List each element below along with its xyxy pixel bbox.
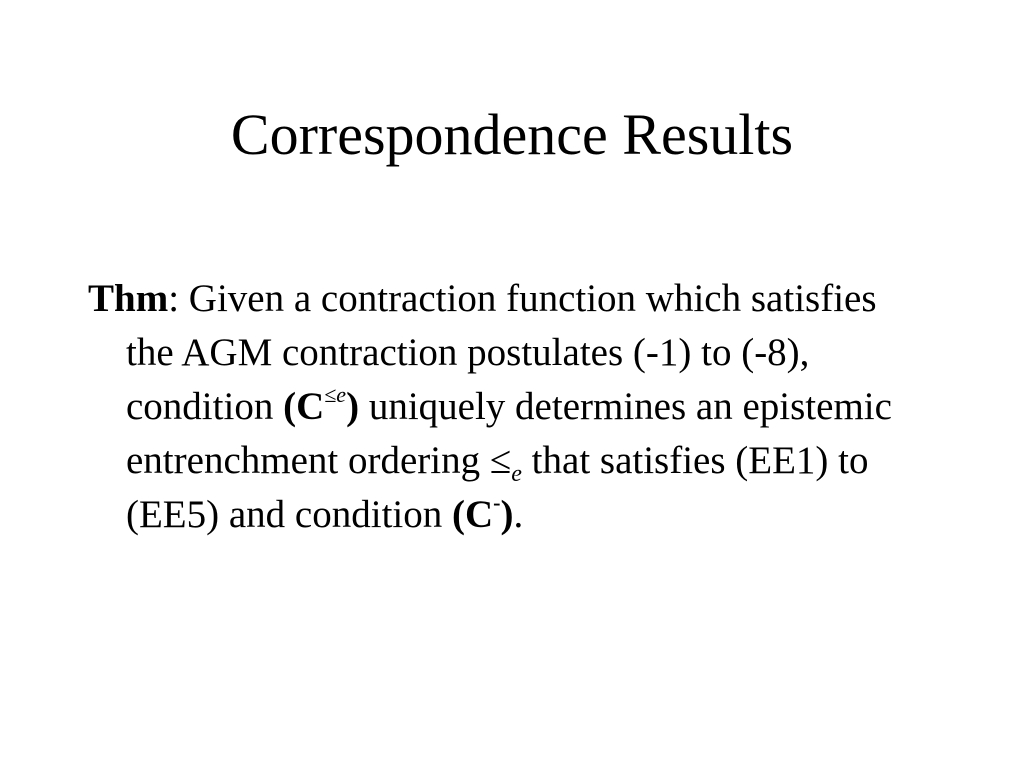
- condition-c-le-e-close: ): [346, 385, 360, 428]
- entrenchment-ordering-symbol: [489, 439, 522, 487]
- condition-c-minus-open: (C: [452, 493, 494, 536]
- theorem-text-2: uniquely determines an epistemic entrenchment ordering: [126, 385, 892, 482]
- order-subscript: e: [511, 461, 522, 487]
- theorem-label: Thm: [88, 277, 169, 320]
- theorem-colon: :: [168, 277, 189, 320]
- condition-c-minus: [452, 490, 514, 536]
- slide-body: [88, 272, 928, 542]
- theorem-text-1: Given a contraction function which satisfies the AGM contraction postulates (-1) to (-8), condition: [126, 277, 877, 428]
- condition-c-le-e-open: (C: [283, 385, 325, 428]
- condition-c-minus-superscript: -: [493, 490, 501, 515]
- theorem-text-3: that satisfies (EE1) to (EE5) and condition: [126, 439, 869, 536]
- theorem-paragraph: [88, 272, 928, 542]
- condition-c-minus-close: ): [500, 493, 514, 536]
- theorem-end: .: [513, 493, 524, 536]
- condition-c-le-e: [283, 382, 360, 428]
- order-symbol: ≤: [489, 439, 512, 482]
- slide-title: Correspondence Results: [230, 102, 794, 167]
- condition-c-le-e-sup-text: ≤e: [324, 382, 347, 407]
- condition-c-le-e-superscript: [324, 382, 346, 407]
